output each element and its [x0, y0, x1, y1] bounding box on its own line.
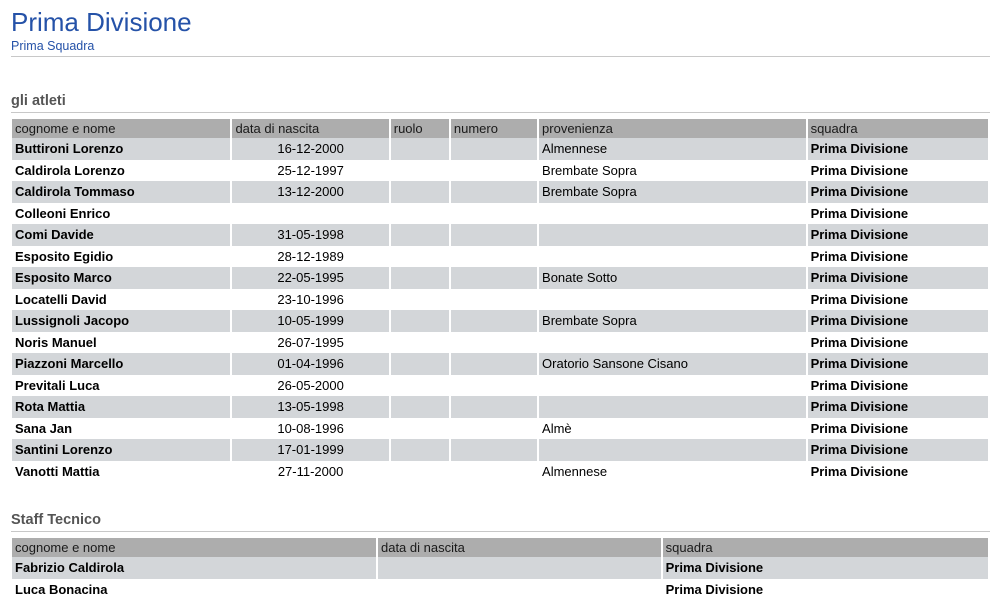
athlete-name[interactable]: Caldirola Tommaso — [12, 181, 230, 203]
athlete-origin: Almennese — [539, 461, 806, 483]
athlete-team: Prima Divisione — [808, 246, 988, 268]
page-subtitle: Prima Squadra — [11, 39, 95, 53]
athlete-origin: Brembate Sopra — [539, 160, 806, 182]
athlete-origin: Bonate Sotto — [539, 267, 806, 289]
athlete-role — [391, 224, 449, 246]
athlete-birth-date: 17-01-1999 — [232, 439, 388, 461]
staff-team: Prima Divisione — [663, 557, 988, 579]
athlete-team: Prima Divisione — [808, 203, 988, 225]
athlete-name[interactable]: Santini Lorenzo — [12, 439, 230, 461]
athlete-number — [451, 267, 537, 289]
table-row — [12, 579, 988, 601]
athlete-name[interactable]: Comi Davide — [12, 224, 230, 246]
athlete-name[interactable]: Locatelli David — [12, 289, 230, 311]
athlete-birth-date: 01-04-1996 — [232, 353, 388, 375]
athlete-team: Prima Divisione — [808, 160, 988, 182]
athlete-number — [451, 289, 537, 311]
staff-table — [10, 538, 990, 600]
column-header-name[interactable]: cognome e nome — [12, 119, 230, 138]
athlete-number — [451, 181, 537, 203]
table-row — [12, 267, 988, 289]
page-title: Prima Divisione — [11, 7, 192, 37]
athletes-section-title: gli atleti — [11, 92, 990, 113]
athlete-team: Prima Divisione — [808, 353, 988, 375]
athlete-name[interactable]: Esposito Egidio — [12, 246, 230, 268]
athlete-birth-date: 13-12-2000 — [232, 181, 388, 203]
athlete-team: Prima Divisione — [808, 396, 988, 418]
athlete-team: Prima Divisione — [808, 461, 988, 483]
table-row — [12, 353, 988, 375]
athlete-role — [391, 332, 449, 354]
staff-section-title: Staff Tecnico — [11, 511, 990, 532]
athletes-table — [10, 119, 990, 482]
athlete-number — [451, 353, 537, 375]
athlete-team: Prima Divisione — [808, 181, 988, 203]
table-row — [12, 310, 988, 332]
athlete-birth-date: 31-05-1998 — [232, 224, 388, 246]
table-row — [12, 246, 988, 268]
table-row — [12, 181, 988, 203]
athlete-name[interactable]: Esposito Marco — [12, 267, 230, 289]
table-row — [12, 375, 988, 397]
athlete-origin — [539, 332, 806, 354]
athlete-team: Prima Divisione — [808, 224, 988, 246]
table-row — [12, 224, 988, 246]
table-row — [12, 461, 988, 483]
athlete-origin: Almè — [539, 418, 806, 440]
athlete-number — [451, 461, 537, 483]
athlete-origin — [539, 439, 806, 461]
athlete-birth-date: 16-12-2000 — [232, 138, 388, 160]
staff-header-row — [12, 538, 988, 557]
column-header-birth-date[interactable]: data di nascita — [232, 119, 388, 138]
athlete-birth-date: 23-10-1996 — [232, 289, 388, 311]
column-header-role[interactable]: ruolo — [391, 119, 449, 138]
athlete-name[interactable]: Lussignoli Jacopo — [12, 310, 230, 332]
athlete-role — [391, 181, 449, 203]
staff-team: Prima Divisione — [663, 579, 988, 601]
athlete-number — [451, 224, 537, 246]
athlete-number — [451, 138, 537, 160]
athlete-birth-date: 10-05-1999 — [232, 310, 388, 332]
athlete-origin: Oratorio Sansone Cisano — [539, 353, 806, 375]
athlete-name[interactable]: Vanotti Mattia — [12, 461, 230, 483]
athlete-role — [391, 310, 449, 332]
column-header-name[interactable]: cognome e nome — [12, 538, 376, 557]
athlete-name[interactable]: Colleoni Enrico — [12, 203, 230, 225]
athlete-birth-date: 25-12-1997 — [232, 160, 388, 182]
column-header-birth-date[interactable]: data di nascita — [378, 538, 661, 557]
athlete-role — [391, 246, 449, 268]
athlete-birth-date: 26-07-1995 — [232, 332, 388, 354]
athlete-origin — [539, 224, 806, 246]
athlete-birth-date: 13-05-1998 — [232, 396, 388, 418]
athlete-origin: Brembate Sopra — [539, 310, 806, 332]
athlete-birth-date: 27-11-2000 — [232, 461, 388, 483]
athlete-origin — [539, 396, 806, 418]
athlete-role — [391, 461, 449, 483]
athletes-header-row — [12, 119, 988, 138]
column-header-team[interactable]: squadra — [808, 119, 988, 138]
athlete-number — [451, 160, 537, 182]
athlete-origin: Almennese — [539, 138, 806, 160]
column-header-origin[interactable]: provenienza — [539, 119, 806, 138]
athlete-origin — [539, 203, 806, 225]
athlete-number — [451, 439, 537, 461]
athlete-number — [451, 375, 537, 397]
athlete-team: Prima Divisione — [808, 375, 988, 397]
athlete-role — [391, 375, 449, 397]
table-row — [12, 138, 988, 160]
athlete-role — [391, 439, 449, 461]
athlete-name[interactable]: Piazzoni Marcello — [12, 353, 230, 375]
athlete-number — [451, 310, 537, 332]
athlete-birth-date: 22-05-1995 — [232, 267, 388, 289]
athlete-role — [391, 160, 449, 182]
athlete-number — [451, 332, 537, 354]
athlete-origin — [539, 375, 806, 397]
athlete-role — [391, 353, 449, 375]
athlete-name[interactable]: Rota Mattia — [12, 396, 230, 418]
staff-name[interactable]: Luca Bonacina — [12, 579, 376, 601]
table-row — [12, 203, 988, 225]
table-row — [12, 396, 988, 418]
athlete-origin: Brembate Sopra — [539, 181, 806, 203]
table-row — [12, 160, 988, 182]
athlete-number — [451, 246, 537, 268]
table-row — [12, 332, 988, 354]
athlete-team: Prima Divisione — [808, 310, 988, 332]
athlete-role — [391, 396, 449, 418]
athlete-team: Prima Divisione — [808, 138, 988, 160]
column-header-number[interactable]: numero — [451, 119, 537, 138]
athlete-role — [391, 203, 449, 225]
athlete-role — [391, 138, 449, 160]
athlete-birth-date — [232, 203, 388, 225]
athlete-team: Prima Divisione — [808, 418, 988, 440]
athlete-birth-date: 26-05-2000 — [232, 375, 388, 397]
athlete-number — [451, 396, 537, 418]
athlete-number — [451, 203, 537, 225]
staff-birth-date — [378, 557, 661, 579]
athlete-name[interactable]: Previtali Luca — [12, 375, 230, 397]
staff-name[interactable]: Fabrizio Caldirola — [12, 557, 376, 579]
column-header-team[interactable]: squadra — [663, 538, 988, 557]
athlete-birth-date: 10-08-1996 — [232, 418, 388, 440]
athlete-number — [451, 418, 537, 440]
table-row — [12, 439, 988, 461]
athlete-origin — [539, 289, 806, 311]
athlete-team: Prima Divisione — [808, 267, 988, 289]
athlete-role — [391, 267, 449, 289]
table-row — [12, 289, 988, 311]
athlete-name[interactable]: Sana Jan — [12, 418, 230, 440]
athlete-name[interactable]: Noris Manuel — [12, 332, 230, 354]
page-header — [11, 6, 990, 57]
staff-birth-date — [378, 579, 661, 601]
athlete-birth-date: 28-12-1989 — [232, 246, 388, 268]
athlete-role — [391, 418, 449, 440]
athlete-team: Prima Divisione — [808, 332, 988, 354]
table-row — [12, 557, 988, 579]
table-row — [12, 418, 988, 440]
athlete-role — [391, 289, 449, 311]
athlete-name[interactable]: Caldirola Lorenzo — [12, 160, 230, 182]
athlete-name[interactable]: Buttironi Lorenzo — [12, 138, 230, 160]
athlete-origin — [539, 246, 806, 268]
athlete-team: Prima Divisione — [808, 289, 988, 311]
athlete-team: Prima Divisione — [808, 439, 988, 461]
